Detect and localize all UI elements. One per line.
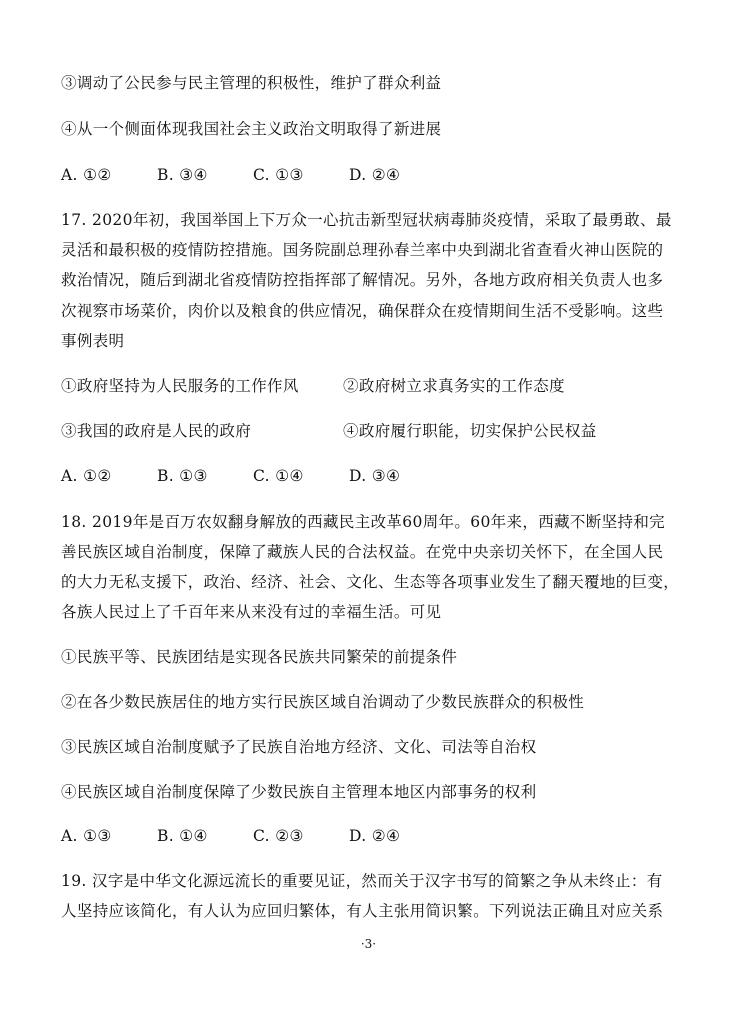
q18-option-a: A. ①③: [61, 827, 112, 845]
q19-stem-line-2: 人坚持应该简化，有人认为应回归繁体，有人主张用简识繁。下列说法正确且对应关系: [61, 902, 664, 920]
q17-item-2: ②政府树立求真务实的工作态度: [343, 377, 565, 395]
q16-options: [61, 165, 717, 185]
q17-option-b: B. ①③: [157, 467, 208, 485]
q18-option-d: D. ②④: [349, 827, 401, 845]
q16-item-3: ③调动了公民参与民主管理的积极性，维护了群众利益: [61, 74, 442, 92]
q17-stem-line-4: 次视察市场菜价，肉价以及粮食的供应情况，确保群众在疫情期间生活不受影响。这些: [61, 302, 664, 320]
q18-item-1: ①民族平等、民族团结是实现各民族共同繁荣的前提条件: [61, 648, 458, 666]
q17-option-a: A. ①②: [61, 467, 112, 485]
q17-item-3: ③我国的政府是人民的政府: [61, 422, 252, 440]
q16-option-a: A. ①②: [61, 166, 112, 184]
q18-item-4: ④民族区域自治制度保障了少数民族自主管理本地区内部事务的权利: [61, 783, 537, 801]
q18-item-2: ②在各少数民族居住的地方实行民族区域自治调动了少数民族群众的积极性: [61, 693, 585, 711]
q17-stem-line-3: 救治情况，随后到湖北省疫情防控指挥部了解情况。另外，各地方政府相关负责人也多: [61, 271, 664, 289]
q17-item-1: ①政府坚持为人民服务的工作作风: [61, 377, 299, 395]
q17-options: [61, 466, 717, 486]
q19-stem-line-1: 19. 汉字是中华文化源远流长的重要见证，然而关于汉字书写的简繁之争从未终止：有: [61, 872, 663, 890]
q18-stem-line-2: 善民族区域自治制度，保障了藏族人民的合法权益。在党中央亲切关怀下，在全国人民: [61, 543, 664, 561]
q17-option-d: D. ③④: [349, 467, 401, 485]
q18-options: [61, 826, 717, 846]
q17-option-c: C. ①④: [253, 467, 304, 485]
q16-option-d: D. ②④: [349, 166, 401, 184]
q16-item-4: ④从一个侧面体现我国社会主义政治文明取得了新进展: [61, 120, 442, 138]
q16-option-c: C. ①③: [253, 166, 304, 184]
q17-items-row-1: [61, 376, 717, 396]
q16-option-b: B. ③④: [157, 166, 208, 184]
q17-stem-line-2: 灵活和最积极的疫情防控措施。国务院副总理孙春兰率中央到湖北省查看火神山医院的: [61, 241, 664, 259]
q17-items-row-2: [61, 421, 717, 441]
q18-stem-line-3: 的大力无私支援下，政治、经济、社会、文化、生态等各项事业发生了翻天覆地的巨变，: [61, 573, 680, 591]
q18-option-c: C. ②③: [253, 827, 304, 845]
page-number: ·3·: [360, 937, 377, 951]
q17-item-4: ④政府履行职能，切实保护公民权益: [343, 422, 597, 440]
q18-stem-line-4: 各族人民过上了千百年来从来没有过的幸福生活。可见: [61, 603, 442, 621]
q18-item-3: ③民族区域自治制度赋予了民族自治地方经济、文化、司法等自治权: [61, 738, 537, 756]
q18-stem-line-1: 18. 2019年是百万农奴翻身解放的西藏民主改革60周年。60年来，西藏不断坚持和完: [61, 513, 666, 531]
q17-stem-line-5: 事例表明: [61, 332, 125, 350]
q17-stem-line-1: 17. 2020年初，我国举国上下万众一心抗击新型冠状病毒肺炎疫情，采取了最勇敢、最: [61, 211, 672, 229]
q18-option-b: B. ①④: [157, 827, 208, 845]
